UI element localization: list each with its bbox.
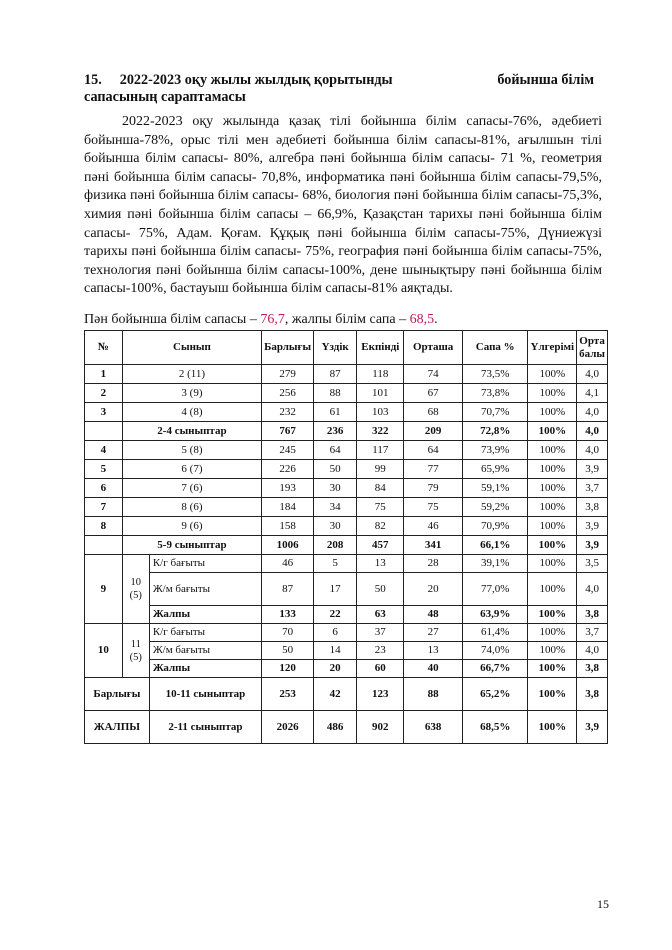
cell-quality: 39,1% bbox=[462, 555, 528, 573]
cell-average: 79 bbox=[404, 479, 463, 498]
cell-no: 3 bbox=[85, 403, 123, 422]
quality-table bbox=[84, 330, 608, 744]
cell-excellent: 30 bbox=[314, 479, 357, 498]
cell-total-left: ЖАЛПЫ bbox=[85, 711, 150, 744]
cell-direction: Жалпы bbox=[149, 660, 261, 678]
cell-progress: 100% bbox=[528, 517, 577, 536]
cell-quality: 59,1% bbox=[462, 479, 528, 498]
table-row bbox=[85, 555, 608, 573]
cell-progress: 100% bbox=[528, 536, 577, 555]
cell-direction: К/г бағыты bbox=[149, 555, 261, 573]
cell-no: 6 bbox=[85, 479, 123, 498]
cell-average: 74 bbox=[404, 365, 463, 384]
cell-class: 4 (8) bbox=[122, 403, 261, 422]
table-row bbox=[85, 536, 608, 555]
page-number: 15 bbox=[597, 897, 609, 911]
cell-good: 99 bbox=[357, 460, 404, 479]
cell-excellent: 236 bbox=[314, 422, 357, 441]
cell-average: 75 bbox=[404, 498, 463, 517]
cell-good: 118 bbox=[357, 365, 404, 384]
cell-avg-score: 3,9 bbox=[577, 711, 608, 744]
header-col: Барлығы bbox=[262, 331, 314, 365]
cell-excellent: 17 bbox=[314, 573, 357, 606]
cell-direction: Жалпы bbox=[149, 606, 261, 624]
cell-good: 23 bbox=[357, 642, 404, 660]
cell-empty bbox=[85, 536, 123, 555]
cell-quality: 73,8% bbox=[462, 384, 528, 403]
cell-no: 1 bbox=[85, 365, 123, 384]
header-no: № bbox=[85, 331, 123, 365]
cell-no: 5 bbox=[85, 460, 123, 479]
body-paragraph bbox=[84, 113, 602, 299]
cell-class: 2 (11) bbox=[122, 365, 261, 384]
cell-good: 50 bbox=[357, 573, 404, 606]
cell-quality: 74,0% bbox=[462, 642, 528, 660]
cell-quality: 61,4% bbox=[462, 624, 528, 642]
cell-progress: 100% bbox=[528, 479, 577, 498]
cell-class: 11 (5) bbox=[122, 624, 149, 678]
cell-total: 232 bbox=[262, 403, 314, 422]
summary-value-2: 68,5 bbox=[409, 312, 435, 327]
table-row bbox=[85, 479, 608, 498]
cell-good: 75 bbox=[357, 498, 404, 517]
cell-total-label: 5-9 сыныптар bbox=[122, 536, 261, 555]
table-row bbox=[85, 573, 608, 606]
heading-line1-right: бойынша білім bbox=[497, 72, 594, 88]
cell-excellent: 30 bbox=[314, 517, 357, 536]
cell-class: 5 (8) bbox=[122, 441, 261, 460]
cell-class: 7 (6) bbox=[122, 479, 261, 498]
cell-progress: 100% bbox=[528, 422, 577, 441]
summary-suffix: . bbox=[434, 312, 438, 327]
cell-good: 902 bbox=[357, 711, 404, 744]
cell-progress: 100% bbox=[528, 441, 577, 460]
cell-progress: 100% bbox=[528, 384, 577, 403]
cell-total-left: Барлығы bbox=[85, 678, 150, 711]
cell-avg-score: 3,9 bbox=[577, 517, 608, 536]
cell-progress: 100% bbox=[528, 365, 577, 384]
cell-total: 50 bbox=[262, 642, 314, 660]
cell-quality: 66,1% bbox=[462, 536, 528, 555]
cell-total: 226 bbox=[262, 460, 314, 479]
table-row bbox=[85, 606, 608, 624]
table-row bbox=[85, 422, 608, 441]
cell-total: 120 bbox=[262, 660, 314, 678]
cell-avg-score: 3,8 bbox=[577, 498, 608, 517]
cell-good: 60 bbox=[357, 660, 404, 678]
cell-progress: 100% bbox=[528, 624, 577, 642]
cell-avg-score: 3,9 bbox=[577, 460, 608, 479]
cell-good: 37 bbox=[357, 624, 404, 642]
cell-avg-score: 4,0 bbox=[577, 642, 608, 660]
cell-avg-score: 3,9 bbox=[577, 536, 608, 555]
heading-line1: 2022-2023 оқу жылы жылдық қорытынды bbox=[119, 72, 393, 88]
table-row bbox=[85, 441, 608, 460]
header-col: Сапа % bbox=[462, 331, 528, 365]
cell-good: 457 bbox=[357, 536, 404, 555]
table-row bbox=[85, 517, 608, 536]
cell-avg-score: 4,0 bbox=[577, 365, 608, 384]
cell-progress: 100% bbox=[528, 606, 577, 624]
cell-no: 2 bbox=[85, 384, 123, 403]
cell-average: 67 bbox=[404, 384, 463, 403]
cell-excellent: 61 bbox=[314, 403, 357, 422]
cell-total: 279 bbox=[262, 365, 314, 384]
table-row bbox=[85, 678, 608, 711]
cell-good: 123 bbox=[357, 678, 404, 711]
cell-avg-score: 3,8 bbox=[577, 678, 608, 711]
cell-average: 20 bbox=[404, 573, 463, 606]
cell-avg-score: 3,7 bbox=[577, 624, 608, 642]
cell-total: 184 bbox=[262, 498, 314, 517]
cell-quality: 73,9% bbox=[462, 441, 528, 460]
heading-number: 15. bbox=[84, 72, 102, 88]
cell-average: 28 bbox=[404, 555, 463, 573]
header-col: Орта балы bbox=[577, 331, 608, 365]
cell-good: 322 bbox=[357, 422, 404, 441]
cell-good: 117 bbox=[357, 441, 404, 460]
table-row bbox=[85, 711, 608, 744]
cell-quality: 73,5% bbox=[462, 365, 528, 384]
cell-average: 48 bbox=[404, 606, 463, 624]
cell-class: 6 (7) bbox=[122, 460, 261, 479]
cell-class: 10 (5) bbox=[122, 555, 149, 624]
cell-total: 256 bbox=[262, 384, 314, 403]
cell-average: 209 bbox=[404, 422, 463, 441]
table-row bbox=[85, 498, 608, 517]
cell-progress: 100% bbox=[528, 403, 577, 422]
cell-avg-score: 3,8 bbox=[577, 660, 608, 678]
cell-total: 245 bbox=[262, 441, 314, 460]
cell-good: 101 bbox=[357, 384, 404, 403]
cell-excellent: 5 bbox=[314, 555, 357, 573]
cell-avg-score: 3,7 bbox=[577, 479, 608, 498]
cell-progress: 100% bbox=[528, 711, 577, 744]
cell-direction: К/г бағыты bbox=[149, 624, 261, 642]
cell-excellent: 6 bbox=[314, 624, 357, 642]
header-col: Үлгерімі bbox=[528, 331, 577, 365]
cell-total: 133 bbox=[262, 606, 314, 624]
table-row bbox=[85, 384, 608, 403]
cell-total: 253 bbox=[262, 678, 314, 711]
table-header-row bbox=[85, 331, 608, 365]
cell-good: 103 bbox=[357, 403, 404, 422]
cell-progress: 100% bbox=[528, 573, 577, 606]
cell-excellent: 64 bbox=[314, 441, 357, 460]
table-row bbox=[85, 365, 608, 384]
cell-progress: 100% bbox=[528, 678, 577, 711]
cell-quality: 63,9% bbox=[462, 606, 528, 624]
cell-average: 40 bbox=[404, 660, 463, 678]
cell-average: 27 bbox=[404, 624, 463, 642]
cell-avg-score: 3,5 bbox=[577, 555, 608, 573]
cell-class: 9 (6) bbox=[122, 517, 261, 536]
cell-average: 638 bbox=[404, 711, 463, 744]
table-row bbox=[85, 403, 608, 422]
cell-total-label: 2-4 сыныптар bbox=[122, 422, 261, 441]
cell-total: 767 bbox=[262, 422, 314, 441]
cell-quality: 70,9% bbox=[462, 517, 528, 536]
cell-direction: Ж/м бағыты bbox=[149, 642, 261, 660]
cell-quality: 66,7% bbox=[462, 660, 528, 678]
table-row bbox=[85, 460, 608, 479]
cell-no: 8 bbox=[85, 517, 123, 536]
header-col: Үздік bbox=[314, 331, 357, 365]
cell-progress: 100% bbox=[528, 498, 577, 517]
summary-middle: , жалпы білім сапа – bbox=[284, 312, 410, 327]
cell-excellent: 208 bbox=[314, 536, 357, 555]
cell-total: 158 bbox=[262, 517, 314, 536]
cell-excellent: 87 bbox=[314, 365, 357, 384]
header-class: Сынып bbox=[122, 331, 261, 365]
cell-quality: 68,5% bbox=[462, 711, 528, 744]
summary-prefix: Пән бойынша білім сапасы – bbox=[84, 312, 261, 327]
cell-total: 193 bbox=[262, 479, 314, 498]
table-row bbox=[85, 660, 608, 678]
table-row bbox=[85, 624, 608, 642]
cell-quality: 65,9% bbox=[462, 460, 528, 479]
cell-average: 64 bbox=[404, 441, 463, 460]
cell-total: 2026 bbox=[262, 711, 314, 744]
cell-avg-score: 4,0 bbox=[577, 403, 608, 422]
cell-total: 1006 bbox=[262, 536, 314, 555]
cell-avg-score: 4,1 bbox=[577, 384, 608, 403]
cell-avg-score: 4,0 bbox=[577, 573, 608, 606]
cell-average: 46 bbox=[404, 517, 463, 536]
cell-average: 68 bbox=[404, 403, 463, 422]
cell-avg-score: 4,0 bbox=[577, 441, 608, 460]
cell-quality: 59,2% bbox=[462, 498, 528, 517]
cell-total: 70 bbox=[262, 624, 314, 642]
section-heading bbox=[84, 72, 594, 106]
cell-good: 84 bbox=[357, 479, 404, 498]
table-row bbox=[85, 642, 608, 660]
cell-excellent: 486 bbox=[314, 711, 357, 744]
cell-class: 8 (6) bbox=[122, 498, 261, 517]
cell-excellent: 34 bbox=[314, 498, 357, 517]
cell-excellent: 50 bbox=[314, 460, 357, 479]
cell-total-label: 10-11 сыныптар bbox=[149, 678, 261, 711]
cell-total-label: 2-11 сыныптар bbox=[149, 711, 261, 744]
cell-progress: 100% bbox=[528, 660, 577, 678]
cell-quality: 72,8% bbox=[462, 422, 528, 441]
cell-good: 63 bbox=[357, 606, 404, 624]
summary-value-1: 76,7 bbox=[260, 312, 285, 327]
cell-good: 82 bbox=[357, 517, 404, 536]
heading-line2: сапасының сараптамасы bbox=[84, 89, 246, 105]
cell-average: 77 bbox=[404, 460, 463, 479]
cell-total: 87 bbox=[262, 573, 314, 606]
cell-average: 341 bbox=[404, 536, 463, 555]
cell-progress: 100% bbox=[528, 460, 577, 479]
cell-good: 13 bbox=[357, 555, 404, 573]
cell-no: 9 bbox=[85, 555, 123, 624]
cell-avg-score: 4,0 bbox=[577, 422, 608, 441]
cell-average: 13 bbox=[404, 642, 463, 660]
cell-empty bbox=[85, 422, 123, 441]
cell-progress: 100% bbox=[528, 555, 577, 573]
paragraph-text: 2022-2023 оқу жылында қазақ тілі бойынша білім сапасы-76%, әдебиеті бойынша-78%, орыс тілі мен әдебиеті бойынша білім сапасы-81%, ағылшын тілі бойынша білім сапасы- 80%, алгебра пәні бойынша білім сапасы- 71 %, геометрия пәні бойынша білім сапасы- 70,8%, информатика пәні бойынша білім сапасы-79,5%, физика пәні бойынша білім сапасы- 68%, биология пәні бойынша білім сапасы-75,3%, химия пәні бойынша білім сапасы – 66,9%, Қазақстан тарихы пәні бойынша білім сапасы- 75%, Адам. Қоғам. Құқық пәні бойынша білім сапасы-75%, Дүниежүзі тарихы пәні бойынша білім сапасы- 75%, география пәні бойынша білім сапасы-75%, технология пәні бойынша білім сапасы-100%, дене шынықтыру пәні бойынша білім сапасы-100%, бастауыш бойынша білім сапасы-81% аяқтады. bbox=[84, 114, 602, 297]
cell-no: 7 bbox=[85, 498, 123, 517]
cell-excellent: 88 bbox=[314, 384, 357, 403]
cell-no: 4 bbox=[85, 441, 123, 460]
cell-total: 46 bbox=[262, 555, 314, 573]
cell-excellent: 42 bbox=[314, 678, 357, 711]
cell-quality: 70,7% bbox=[462, 403, 528, 422]
header-col: Орташа bbox=[404, 331, 463, 365]
header-col: Екпінді bbox=[357, 331, 404, 365]
cell-avg-score: 3,8 bbox=[577, 606, 608, 624]
cell-excellent: 22 bbox=[314, 606, 357, 624]
cell-excellent: 14 bbox=[314, 642, 357, 660]
cell-no: 10 bbox=[85, 624, 123, 678]
cell-quality: 77,0% bbox=[462, 573, 528, 606]
table-body bbox=[85, 331, 608, 744]
cell-direction: Ж/м бағыты bbox=[149, 573, 261, 606]
cell-excellent: 20 bbox=[314, 660, 357, 678]
summary-line bbox=[84, 311, 438, 329]
cell-quality: 65,2% bbox=[462, 678, 528, 711]
cell-class: 3 (9) bbox=[122, 384, 261, 403]
cell-average: 88 bbox=[404, 678, 463, 711]
cell-progress: 100% bbox=[528, 642, 577, 660]
